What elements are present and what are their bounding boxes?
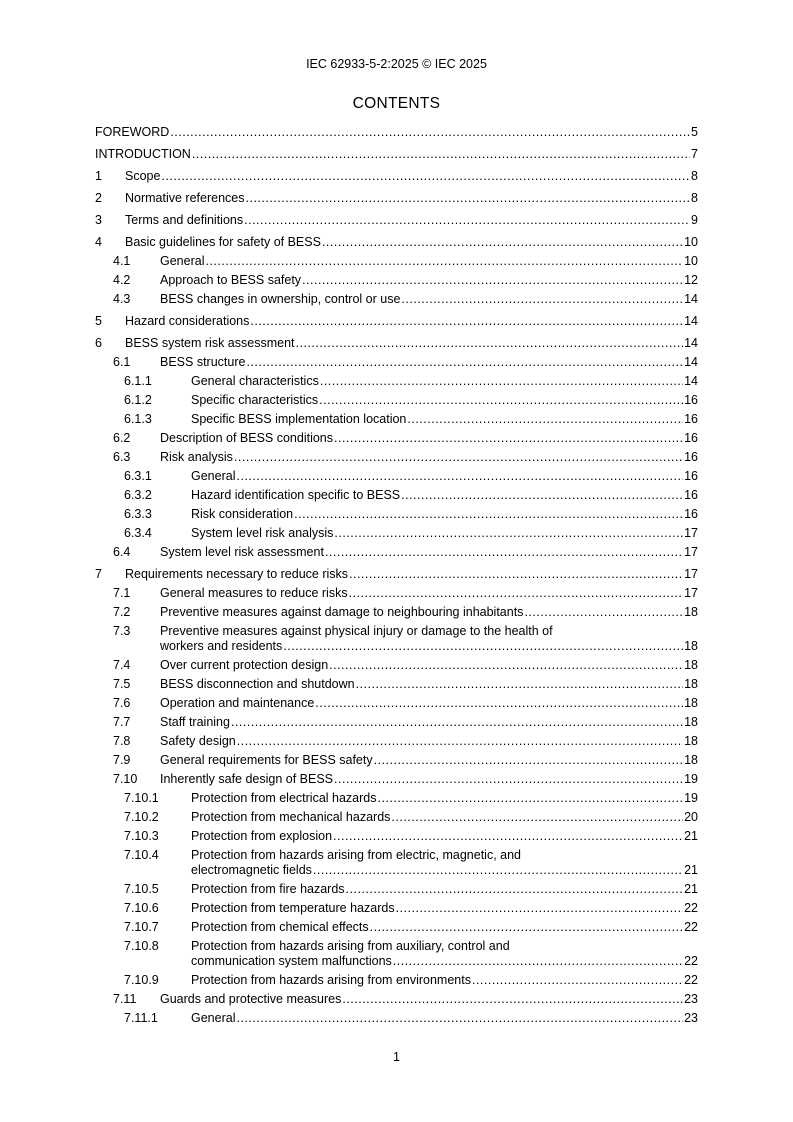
toc-dot-leader bbox=[237, 734, 683, 749]
toc-entry[interactable] bbox=[95, 901, 698, 916]
toc-entry-page: 22 bbox=[684, 973, 698, 987]
toc-entry-number: 7.10.7 bbox=[124, 920, 159, 934]
toc-entry-number: 7.9 bbox=[113, 753, 131, 767]
toc-entry[interactable] bbox=[95, 507, 698, 522]
toc-entry-number: 4.2 bbox=[113, 273, 131, 287]
toc-entry-number: 6 bbox=[95, 336, 102, 350]
toc-entry-page: 18 bbox=[684, 639, 698, 653]
toc-dot-leader bbox=[401, 292, 683, 307]
toc-entry-title: INTRODUCTION bbox=[95, 147, 191, 161]
toc-entry-number: 4.1 bbox=[113, 254, 131, 268]
toc-entry-page: 22 bbox=[684, 920, 698, 934]
toc-entry-title: Over current protection design bbox=[160, 658, 329, 672]
toc-entry-number: 6.1.1 bbox=[124, 374, 152, 388]
toc-entry-page: 21 bbox=[684, 863, 698, 877]
toc-entry-number: 7.10.4 bbox=[124, 848, 159, 862]
toc-entry[interactable] bbox=[95, 1011, 698, 1026]
toc-entry[interactable] bbox=[95, 191, 698, 206]
toc-entry-number: 4 bbox=[95, 235, 102, 249]
toc-entry-page: 16 bbox=[684, 450, 698, 464]
toc-entry-page: 22 bbox=[684, 901, 698, 915]
toc-entry[interactable] bbox=[95, 753, 698, 768]
toc-dot-leader bbox=[472, 973, 683, 988]
toc-dot-leader bbox=[334, 526, 683, 541]
toc-entry-page: 10 bbox=[684, 254, 698, 268]
toc-entry-number: 5 bbox=[95, 314, 102, 328]
toc-entry-title: Operation and maintenance bbox=[160, 696, 315, 710]
toc-entry[interactable] bbox=[95, 431, 698, 446]
toc-dot-leader bbox=[396, 901, 684, 916]
toc-entry-page: 14 bbox=[684, 374, 698, 388]
toc-entry-title: Risk analysis bbox=[160, 450, 233, 464]
toc-entry-number: 7.8 bbox=[113, 734, 131, 748]
toc-dot-leader bbox=[393, 954, 683, 969]
toc-entry-title: Protection from temperature hazards bbox=[191, 901, 395, 915]
page-number: 1 bbox=[393, 1050, 400, 1064]
toc-entry-number: 7.10.5 bbox=[124, 882, 159, 896]
toc-entry-title: Hazard identification specific to BESS bbox=[191, 488, 401, 502]
toc-entry-title-line1: Protection from hazards arising from electric, magnetic, and bbox=[191, 848, 521, 862]
toc-entry[interactable] bbox=[95, 567, 698, 582]
toc-entry-title: BESS structure bbox=[160, 355, 246, 369]
toc-dot-leader bbox=[407, 412, 683, 427]
toc-entry-title: FOREWORD bbox=[95, 125, 170, 139]
toc-dot-leader bbox=[329, 658, 683, 673]
toc-dot-leader bbox=[378, 791, 684, 806]
toc-entry-number: 7.11 bbox=[113, 992, 137, 1006]
toc-entry-page: 16 bbox=[684, 393, 698, 407]
toc-entry-title: BESS changes in ownership, control or use bbox=[160, 292, 401, 306]
toc-entry-title: BESS system risk assessment bbox=[125, 336, 295, 350]
toc-entry-title: Safety design bbox=[160, 734, 236, 748]
toc-dot-leader bbox=[236, 469, 683, 484]
toc-entry[interactable] bbox=[95, 355, 698, 370]
toc-entry-page: 19 bbox=[684, 772, 698, 786]
toc-entry-page: 23 bbox=[684, 1011, 698, 1025]
toc-entry-page: 17 bbox=[684, 545, 698, 559]
toc-dot-leader bbox=[283, 639, 683, 654]
toc-dot-leader bbox=[302, 273, 683, 288]
toc-entry-title: Scope bbox=[125, 169, 161, 183]
toc-entry-number: 7.10.8 bbox=[124, 939, 159, 953]
toc-entry[interactable] bbox=[95, 469, 698, 484]
toc-entry[interactable] bbox=[95, 810, 698, 825]
toc-entry[interactable] bbox=[95, 488, 698, 503]
toc-entry-number: 4.3 bbox=[113, 292, 131, 306]
toc-entry-page: 18 bbox=[684, 734, 698, 748]
toc-entry-page: 18 bbox=[684, 605, 698, 619]
toc-entry-title: Protection from mechanical hazards bbox=[191, 810, 391, 824]
toc-entry-number: 7.2 bbox=[113, 605, 131, 619]
toc-entry[interactable] bbox=[95, 605, 698, 620]
toc-entry-title: General bbox=[191, 1011, 236, 1025]
toc-entry-number: 7.10.1 bbox=[124, 791, 159, 805]
toc-entry-number: 1 bbox=[95, 169, 102, 183]
toc-entry[interactable] bbox=[95, 772, 698, 787]
toc-entry-title: Specific characteristics bbox=[191, 393, 319, 407]
toc-entry[interactable] bbox=[95, 920, 698, 935]
toc-entry-number: 7.1 bbox=[113, 586, 131, 600]
toc-entry-page: 14 bbox=[684, 355, 698, 369]
toc-entry[interactable] bbox=[95, 586, 698, 601]
toc-entry-title: General bbox=[191, 469, 236, 483]
toc-entry-page: 23 bbox=[684, 992, 698, 1006]
toc-entry-number: 6.3 bbox=[113, 450, 131, 464]
toc-entry-page: 14 bbox=[684, 314, 698, 328]
toc-entry-page: 17 bbox=[684, 526, 698, 540]
toc-entry-number: 6.3.3 bbox=[124, 507, 152, 521]
toc-dot-leader bbox=[334, 772, 683, 787]
toc-dot-leader bbox=[205, 254, 683, 269]
toc-entry-number: 7.6 bbox=[113, 696, 131, 710]
toc-entry-page: 17 bbox=[684, 567, 698, 581]
toc-entry-title: Requirements necessary to reduce risks bbox=[125, 567, 349, 581]
toc-entry[interactable] bbox=[95, 829, 698, 844]
toc-entry[interactable] bbox=[95, 314, 698, 329]
toc-entry-page: 12 bbox=[684, 273, 698, 287]
toc-entry[interactable] bbox=[95, 125, 698, 140]
toc-entry-page: 16 bbox=[684, 469, 698, 483]
toc-dot-leader bbox=[524, 605, 683, 620]
toc-entry-title: Preventive measures against damage to neighbouring inhabitants bbox=[160, 605, 524, 619]
toc-dot-leader bbox=[234, 450, 683, 465]
toc-entry-number: 6.1.3 bbox=[124, 412, 152, 426]
page-title: CONTENTS bbox=[352, 95, 441, 112]
toc-entry-title: General requirements for BESS safety bbox=[160, 753, 373, 767]
toc-entry-title: Risk consideration bbox=[191, 507, 294, 521]
toc-entry-page: 16 bbox=[684, 488, 698, 502]
toc-entry-number: 7.5 bbox=[113, 677, 131, 691]
toc-entry-number: 7.4 bbox=[113, 658, 131, 672]
toc-entry[interactable] bbox=[95, 715, 698, 730]
toc-entry-title: System level risk assessment bbox=[160, 545, 324, 559]
table-of-contents bbox=[95, 125, 698, 1026]
toc-entry-page: 16 bbox=[684, 431, 698, 445]
toc-entry-title: workers and residents bbox=[160, 639, 283, 653]
toc-entry[interactable] bbox=[95, 526, 698, 541]
toc-entry[interactable] bbox=[95, 450, 698, 465]
toc-entry[interactable] bbox=[95, 696, 698, 711]
toc-entry[interactable] bbox=[95, 545, 698, 560]
toc-entry[interactable] bbox=[95, 374, 698, 389]
toc-dot-leader bbox=[401, 488, 683, 503]
toc-entry-title: Protection from electrical hazards bbox=[191, 791, 377, 805]
toc-entry-title: Terms and definitions bbox=[125, 213, 244, 227]
toc-entry-title: Guards and protective measures bbox=[160, 992, 342, 1006]
toc-entry-number: 6.3.1 bbox=[124, 469, 152, 483]
toc-dot-leader bbox=[391, 810, 683, 825]
toc-entry-title: Approach to BESS safety bbox=[160, 273, 302, 287]
toc-dot-leader bbox=[319, 393, 683, 408]
toc-dot-leader bbox=[349, 567, 683, 582]
toc-dot-leader bbox=[374, 753, 683, 768]
toc-entry-page: 22 bbox=[684, 954, 698, 968]
toc-entry-page: 16 bbox=[684, 412, 698, 426]
toc-dot-leader bbox=[356, 677, 684, 692]
toc-entry-title: BESS disconnection and shutdown bbox=[160, 677, 355, 691]
toc-entry[interactable] bbox=[95, 169, 698, 184]
toc-entry-number: 7.3 bbox=[113, 624, 131, 638]
toc-entry-page: 16 bbox=[684, 507, 698, 521]
toc-dot-leader bbox=[346, 882, 684, 897]
toc-entry-number: 7.10.2 bbox=[124, 810, 159, 824]
toc-entry-page: 18 bbox=[684, 658, 698, 672]
toc-entry-number: 2 bbox=[95, 191, 102, 205]
toc-entry-title: Basic guidelines for safety of BESS bbox=[125, 235, 321, 249]
toc-entry-title: Staff training bbox=[160, 715, 230, 729]
toc-entry-title: Protection from chemical effects bbox=[191, 920, 369, 934]
toc-dot-leader bbox=[315, 696, 683, 711]
toc-entry-page: 7 bbox=[691, 147, 698, 161]
toc-dot-leader bbox=[250, 314, 683, 329]
toc-entry[interactable] bbox=[95, 992, 698, 1007]
toc-entry-title: Hazard considerations bbox=[125, 314, 250, 328]
toc-entry-title: Protection from hazards arising from environments bbox=[191, 973, 471, 987]
toc-dot-leader bbox=[231, 715, 683, 730]
toc-dot-leader bbox=[333, 829, 683, 844]
toc-dot-leader bbox=[296, 336, 684, 351]
toc-entry-title: General characteristics bbox=[191, 374, 319, 388]
toc-dot-leader bbox=[320, 374, 683, 389]
toc-entry-page: 10 bbox=[684, 235, 698, 249]
toc-entry[interactable] bbox=[95, 677, 698, 692]
toc-entry-number: 7.11.1 bbox=[124, 1011, 158, 1025]
toc-dot-leader bbox=[322, 235, 683, 250]
toc-entry-number: 6.4 bbox=[113, 545, 131, 559]
toc-entry-title: Specific BESS implementation location bbox=[191, 412, 407, 426]
toc-dot-leader bbox=[325, 545, 683, 560]
toc-entry[interactable] bbox=[95, 412, 698, 427]
toc-entry-page: 19 bbox=[684, 791, 698, 805]
toc-entry-number: 7.7 bbox=[113, 715, 131, 729]
toc-dot-leader bbox=[246, 355, 683, 370]
toc-entry-page: 20 bbox=[684, 810, 698, 824]
toc-entry[interactable] bbox=[95, 273, 698, 288]
toc-dot-leader bbox=[244, 213, 690, 228]
toc-entry[interactable] bbox=[95, 882, 698, 897]
toc-entry-title: Inherently safe design of BESS bbox=[160, 772, 334, 786]
toc-entry-number: 6.1 bbox=[113, 355, 131, 369]
toc-entry-page: 17 bbox=[684, 586, 698, 600]
toc-entry[interactable] bbox=[95, 336, 698, 351]
toc-entry[interactable] bbox=[95, 147, 698, 162]
toc-entry-page: 5 bbox=[691, 125, 698, 139]
toc-entry[interactable] bbox=[95, 734, 698, 749]
toc-entry-number: 7.10 bbox=[113, 772, 138, 786]
toc-entry-number: 6.1.2 bbox=[124, 393, 152, 407]
toc-entry-number: 3 bbox=[95, 213, 102, 227]
toc-entry-number: 7 bbox=[95, 567, 102, 581]
toc-entry-page: 14 bbox=[684, 292, 698, 306]
toc-entry-page: 21 bbox=[684, 829, 698, 843]
toc-entry-title-line1: Preventive measures against physical injury or damage to the health of bbox=[160, 624, 553, 638]
toc-entry-page: 14 bbox=[684, 336, 698, 350]
toc-entry-number: 7.10.6 bbox=[124, 901, 159, 915]
toc-entry[interactable] bbox=[95, 973, 698, 988]
toc-entry-title: General measures to reduce risks bbox=[160, 586, 348, 600]
toc-entry[interactable] bbox=[95, 658, 698, 673]
toc-entry-title: communication system malfunctions bbox=[191, 954, 392, 968]
toc-entry-number: 6.2 bbox=[113, 431, 131, 445]
document-header: IEC 62933-5-2:2025 © IEC 2025 bbox=[306, 57, 487, 71]
toc-dot-leader bbox=[246, 191, 691, 206]
toc-entry-title: Description of BESS conditions bbox=[160, 431, 334, 445]
toc-entry-title: Normative references bbox=[125, 191, 245, 205]
toc-entry-number: 6.3.2 bbox=[124, 488, 152, 502]
toc-dot-leader bbox=[294, 507, 683, 522]
toc-entry[interactable] bbox=[95, 213, 698, 228]
toc-entry-page: 18 bbox=[684, 677, 698, 691]
toc-dot-leader bbox=[161, 169, 690, 184]
toc-entry-title-line1: Protection from hazards arising from auxiliary, control and bbox=[191, 939, 510, 953]
toc-dot-leader bbox=[334, 431, 683, 446]
toc-entry-page: 18 bbox=[684, 753, 698, 767]
toc-entry-page: 8 bbox=[691, 169, 698, 183]
toc-entry-page: 8 bbox=[691, 191, 698, 205]
toc-entry[interactable] bbox=[95, 393, 698, 408]
toc-entry-title: System level risk analysis bbox=[191, 526, 334, 540]
toc-entry-title: General bbox=[160, 254, 205, 268]
toc-entry-page: 9 bbox=[691, 213, 698, 227]
toc-dot-leader bbox=[370, 920, 683, 935]
toc-entry[interactable] bbox=[95, 624, 698, 654]
toc-dot-leader bbox=[342, 992, 683, 1007]
toc-entry-page: 18 bbox=[684, 696, 698, 710]
toc-entry-page: 18 bbox=[684, 715, 698, 729]
toc-dot-leader bbox=[236, 1011, 683, 1026]
toc-entry-title: Protection from fire hazards bbox=[191, 882, 345, 896]
toc-entry-number: 6.3.4 bbox=[124, 526, 152, 540]
toc-entry[interactable] bbox=[95, 254, 698, 269]
toc-entry[interactable] bbox=[95, 791, 698, 806]
toc-dot-leader bbox=[192, 147, 690, 162]
toc-entry[interactable] bbox=[95, 235, 698, 250]
toc-dot-leader bbox=[170, 125, 690, 140]
toc-entry[interactable] bbox=[95, 939, 698, 969]
toc-dot-leader bbox=[313, 863, 683, 878]
toc-entry-title: electromagnetic fields bbox=[191, 863, 312, 877]
toc-entry[interactable] bbox=[95, 848, 698, 878]
toc-entry-number: 7.10.9 bbox=[124, 973, 159, 987]
toc-dot-leader bbox=[349, 586, 684, 601]
toc-entry-page: 21 bbox=[684, 882, 698, 896]
toc-entry-number: 7.10.3 bbox=[124, 829, 159, 843]
toc-entry[interactable] bbox=[95, 292, 698, 307]
toc-entry-title: Protection from explosion bbox=[191, 829, 333, 843]
